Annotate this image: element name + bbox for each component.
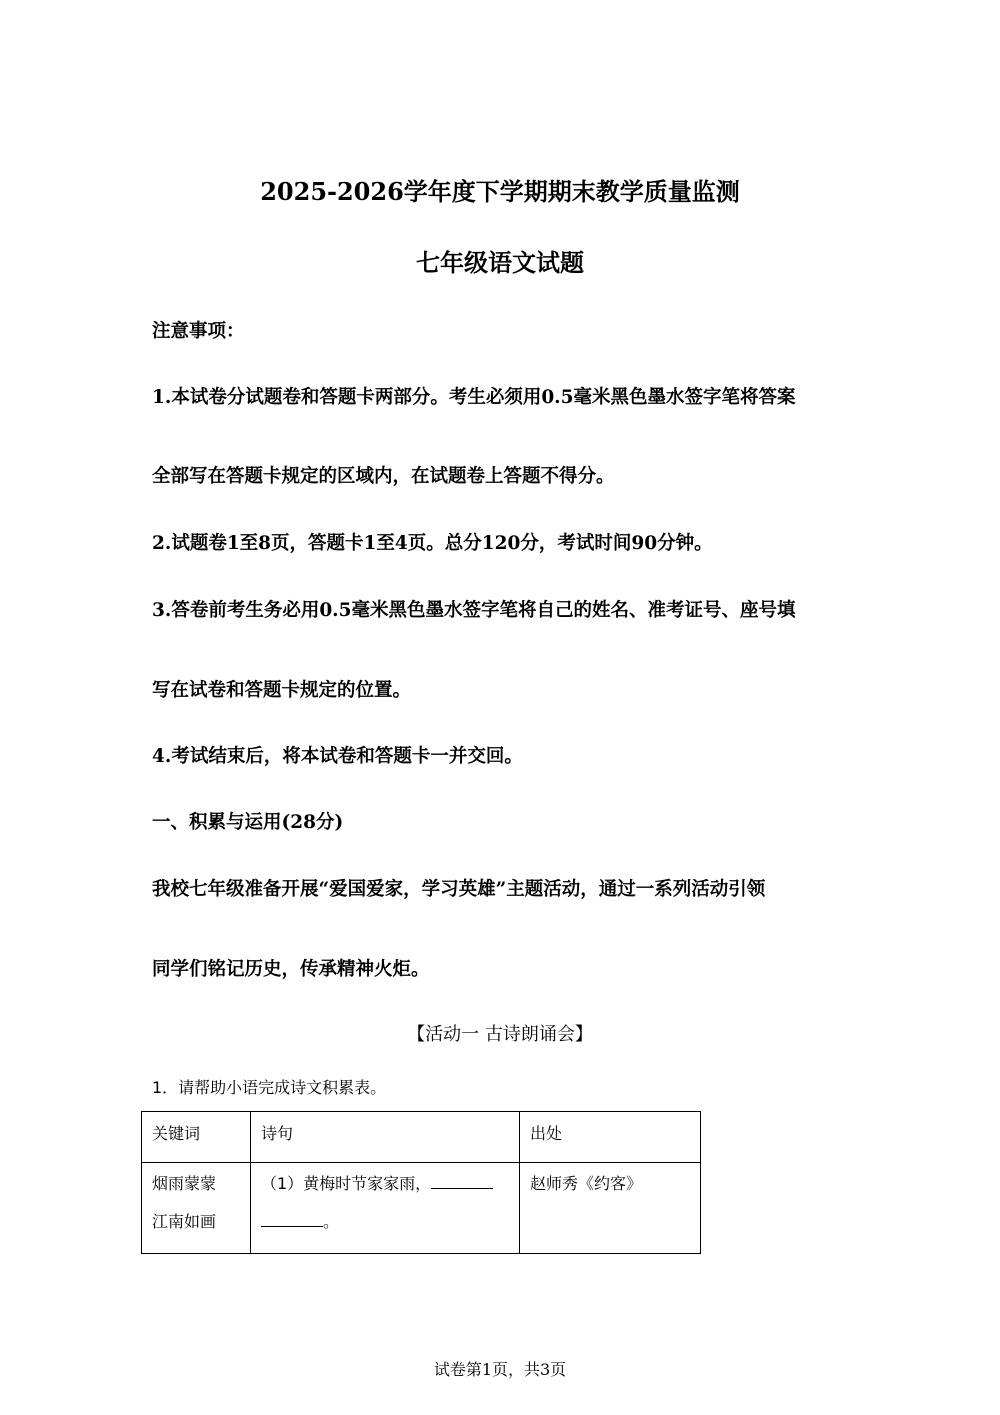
answer-blank-1[interactable] [431, 1170, 493, 1189]
keyword-line-2: 江南如画 [152, 1212, 217, 1231]
cell-verse [251, 1163, 520, 1254]
notice-item-2: 2.试题卷1至8页，答题卡1至4页。总分120分，考试时间90分钟。 [152, 533, 713, 554]
notice-item-1-line-1: 1.本试卷分试题卷和答题卡两部分。考生必须用0.5毫米黑色墨水签字笔将答案 [152, 387, 796, 408]
section-intro-line-1: 我校七年级准备开展“爱国爱家，学习英雄”主题活动，通过一系列活动引领 [152, 879, 766, 900]
notice-heading: 注意事项： [152, 321, 245, 342]
keyword-line-1: 烟雨蒙蒙 [152, 1174, 217, 1193]
header-source: 出处 [520, 1112, 701, 1163]
poetry-accumulation-table [141, 1111, 701, 1254]
section-heading: 一、积累与运用(28分) [152, 812, 344, 833]
verse-end: 。 [323, 1212, 340, 1231]
table-header-row [142, 1112, 701, 1163]
question-1: 1．请帮助小语完成诗文积累表。 [152, 1078, 387, 1097]
exam-subtitle: 七年级语文试题 [416, 248, 584, 277]
source-text: 赵师秀《约客》 [530, 1174, 643, 1193]
exam-title: 2025-2026学年度下学期期末教学质量监测 [260, 177, 740, 206]
header-keyword: 关键词 [142, 1112, 251, 1163]
notice-item-3-line-2: 写在试卷和答题卡规定的位置。 [152, 680, 412, 701]
notice-item-1-line-2: 全部写在答题卡规定的区域内，在试题卷上答题不得分。 [152, 466, 615, 487]
verse-prefix: （1）黄梅时节家家雨， [261, 1174, 432, 1193]
notice-item-3-line-1: 3.答卷前考生务必用0.5毫米黑色墨水签字笔将自己的姓名、准考证号、座号填 [152, 600, 796, 621]
header-verse: 诗句 [251, 1112, 520, 1163]
notice-item-4: 4.考试结束后，将本试卷和答题卡一并交回。 [152, 746, 523, 767]
page-footer: 试卷第1页，共3页 [433, 1360, 567, 1379]
cell-source [520, 1163, 701, 1254]
section-intro-line-2: 同学们铭记历史，传承精神火炬。 [152, 959, 430, 980]
activity-title: 【活动一 古诗朗诵会】 [407, 1024, 593, 1045]
answer-blank-2[interactable] [261, 1208, 323, 1227]
cell-keyword [142, 1163, 251, 1254]
table-row [142, 1163, 701, 1254]
